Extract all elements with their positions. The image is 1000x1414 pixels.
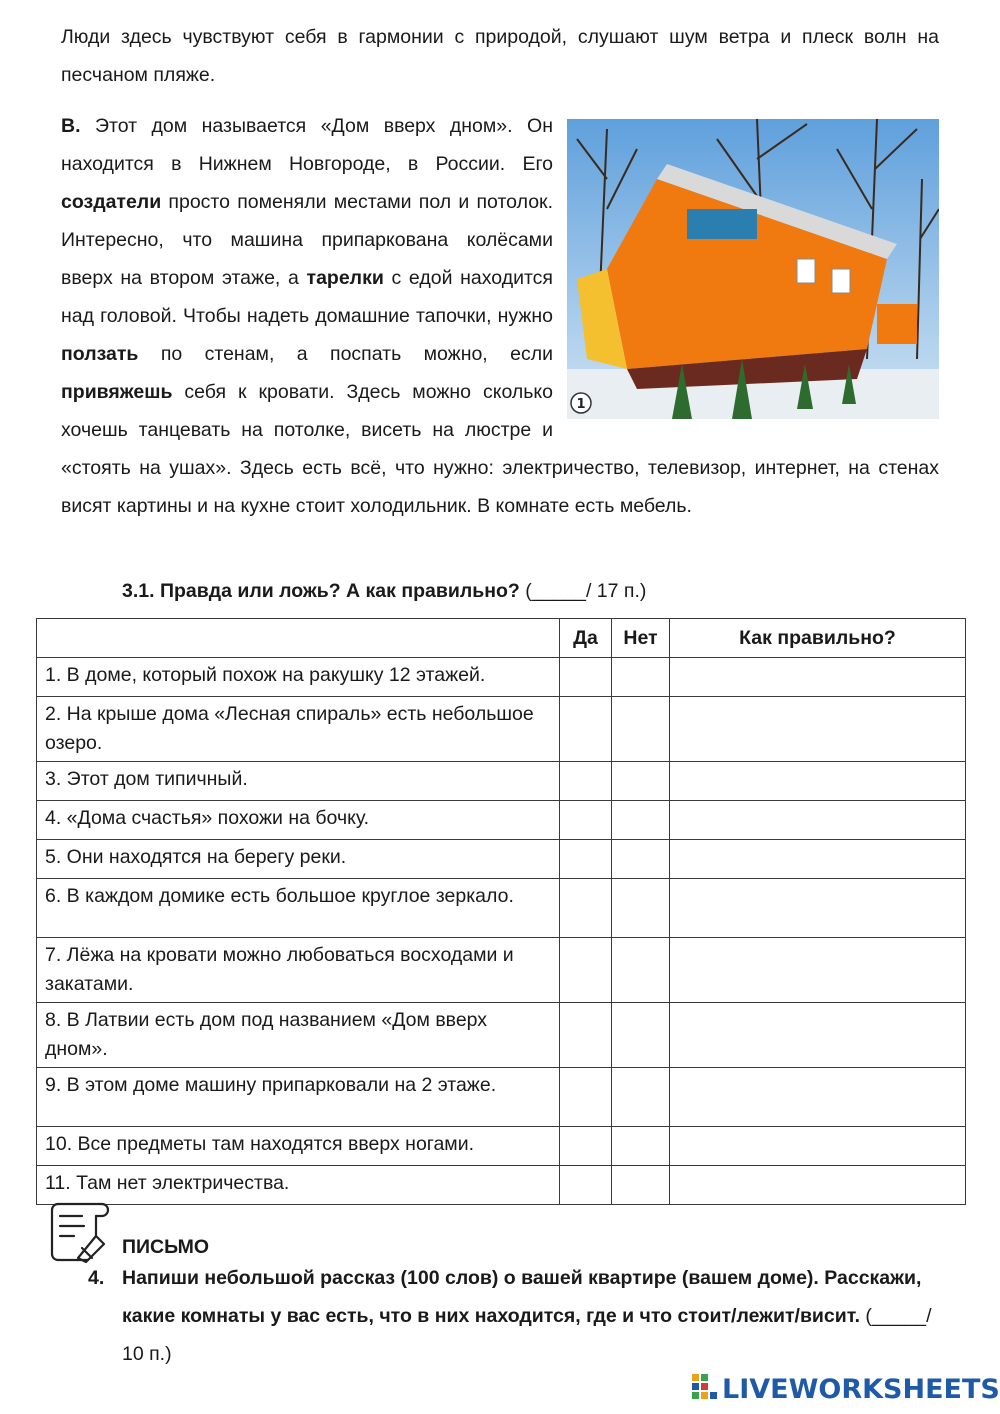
text-part-1: Этот дом называется «Дом вверх дном». Он находится в Нижнем Новгороде, в России. Его xyxy=(61,115,553,175)
table-row xyxy=(37,938,966,1003)
header-statement xyxy=(37,619,560,658)
upside-down-house-photo xyxy=(567,119,939,419)
task-4-text: Напиши небольшой рассказ (100 слов) о вашей квартире (вашем доме). Расскажи, какие комнаты у вас есть, что в них находится, где и что стоит/лежит/висит. xyxy=(122,1267,922,1327)
bold-word-tie: привяжешь xyxy=(61,381,173,403)
yes-cell[interactable] xyxy=(560,801,612,840)
intro-paragraph: Люди здесь чувствуют себя в гармонии с природой, слушают шум ветра и плеск волн на песчаном пляже. xyxy=(61,26,939,86)
statement-cell: 2. На крыше дома «Лесная спираль» есть небольшое озеро. xyxy=(37,697,560,762)
no-cell[interactable] xyxy=(612,938,670,1003)
table-row xyxy=(37,1068,966,1127)
table-row xyxy=(37,697,966,762)
table-row xyxy=(37,879,966,938)
statement-cell: 3. Этот дом типичный. xyxy=(37,762,560,801)
photo-number: 1 xyxy=(576,397,586,412)
correction-cell[interactable] xyxy=(670,801,966,840)
task-3-1-score: (_____/ 17 п.) xyxy=(525,580,647,602)
table-row xyxy=(37,762,966,801)
statement-cell: 7. Лёжа на кровати можно любоваться восходами и закатами. xyxy=(37,938,560,1003)
bold-word-plates: тарелки xyxy=(306,267,384,289)
statement-cell: 10. Все предметы там находятся вверх ногами. xyxy=(37,1127,560,1166)
yes-cell[interactable] xyxy=(560,1127,612,1166)
yes-cell[interactable] xyxy=(560,762,612,801)
yes-cell[interactable] xyxy=(560,840,612,879)
writing-section-title: ПИСЬМО xyxy=(122,1236,210,1258)
no-cell[interactable] xyxy=(612,697,670,762)
no-cell[interactable] xyxy=(612,658,670,697)
yes-cell[interactable] xyxy=(560,938,612,1003)
statement-cell: 8. В Латвии есть дом под названием «Дом вверх дном». xyxy=(37,1003,560,1068)
no-cell[interactable] xyxy=(612,1166,670,1205)
correction-cell[interactable] xyxy=(670,1166,966,1205)
no-cell[interactable] xyxy=(612,840,670,879)
task-4-number: 4. xyxy=(88,1267,105,1289)
section-b-paragraph xyxy=(61,107,939,525)
header-yes: Да xyxy=(560,619,612,658)
bold-word-creators: создатели xyxy=(61,191,162,213)
liveworksheets-watermark xyxy=(692,1372,1000,1406)
no-cell[interactable] xyxy=(612,1003,670,1068)
table-row xyxy=(37,1166,966,1205)
text-part-3: с едой находится над головой. Чтобы надеть домашние тапочки, нужно xyxy=(61,267,553,327)
statement-cell: 11. Там нет электричества. xyxy=(37,1166,560,1205)
statement-cell: 9. В этом доме машину припарковали на 2 этаже. xyxy=(37,1068,560,1127)
text-part-2: просто поменяли местами пол и потолок. Интересно, что машина припаркована колёсами вверх на втором этаже, а xyxy=(61,191,553,289)
yes-cell[interactable] xyxy=(560,697,612,762)
statement-cell: 1. В доме, который похож на ракушку 12 этажей. xyxy=(37,658,560,697)
bold-word-crawl: ползать xyxy=(61,343,139,365)
correction-cell[interactable] xyxy=(670,879,966,938)
no-cell[interactable] xyxy=(612,879,670,938)
correction-cell[interactable] xyxy=(670,938,966,1003)
table-row xyxy=(37,1127,966,1166)
yes-cell[interactable] xyxy=(560,1003,612,1068)
correction-cell[interactable] xyxy=(670,762,966,801)
correction-cell[interactable] xyxy=(670,697,966,762)
no-cell[interactable] xyxy=(612,801,670,840)
watermark-text: LIVEWORKSHEETS xyxy=(722,1373,1000,1405)
no-cell[interactable] xyxy=(612,1127,670,1166)
header-no: Нет xyxy=(612,619,670,658)
task-3-1-title: 3.1. Правда или ложь? А как правильно? xyxy=(122,580,520,602)
writing-scroll-icon xyxy=(44,1196,114,1266)
table-row xyxy=(37,658,966,697)
correction-cell[interactable] xyxy=(670,1003,966,1068)
liveworksheets-logo-icon xyxy=(692,1374,718,1404)
header-correct: Как правильно? xyxy=(670,619,966,658)
table-row xyxy=(37,840,966,879)
table-header-row xyxy=(37,619,966,658)
yes-cell[interactable] xyxy=(560,1166,612,1205)
text-part-5: себя к кровати. Здесь можно сколько хочешь танцевать на потолке, висеть на люстре и «стоять на ушах». Здесь есть всё, что нужно: электричество, телевизор, интернет, на стенах висят картины и на кухне стоит холодильник. В комнате есть мебель. xyxy=(61,381,939,517)
yes-cell[interactable] xyxy=(560,658,612,697)
correction-cell[interactable] xyxy=(670,658,966,697)
text-part-4: по стенам, а поспать можно, если xyxy=(138,343,553,365)
task-3-1-heading xyxy=(122,576,646,606)
statement-cell: 4. «Дома счастья» похожи на бочку. xyxy=(37,801,560,840)
yes-cell[interactable] xyxy=(560,1068,612,1127)
task-4 xyxy=(88,1259,958,1373)
table-row xyxy=(37,1003,966,1068)
section-label: B. xyxy=(61,115,81,137)
correction-cell[interactable] xyxy=(670,840,966,879)
no-cell[interactable] xyxy=(612,1068,670,1127)
task-4-score: (_____/ 10 п.) xyxy=(122,1305,932,1365)
correction-cell[interactable] xyxy=(670,1127,966,1166)
yes-cell[interactable] xyxy=(560,879,612,938)
true-false-table xyxy=(36,618,966,1205)
statement-cell: 6. В каждом домике есть большое круглое зеркало. xyxy=(37,879,560,938)
correction-cell[interactable] xyxy=(670,1068,966,1127)
no-cell[interactable] xyxy=(612,762,670,801)
table-row xyxy=(37,801,966,840)
statement-cell: 5. Они находятся на берегу реки. xyxy=(37,840,560,879)
